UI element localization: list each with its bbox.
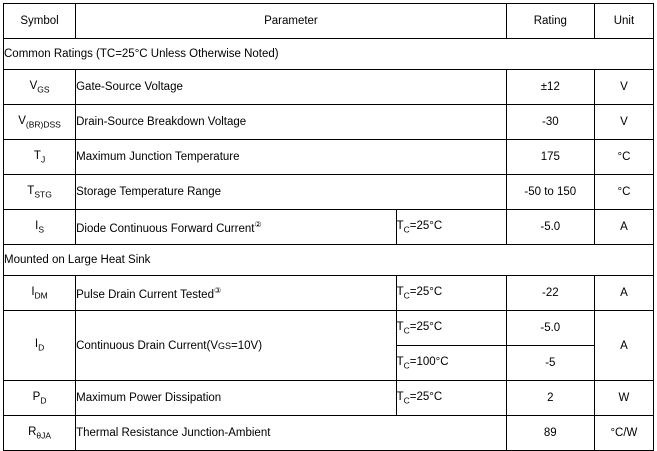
unit-cell: °C — [594, 140, 653, 175]
parameter-text: Pulse Drain Current Tested — [76, 288, 214, 301]
section-row-mounted-heat-sink — [4, 245, 654, 276]
parameter-cell: Drain-Source Breakdown Voltage — [76, 105, 507, 140]
symbol-sub: (BR)DSS — [25, 119, 61, 130]
header-symbol: Symbol — [4, 4, 76, 39]
unit-cell: W — [594, 381, 653, 416]
table-row — [4, 381, 654, 416]
parameter-text: Continuous Drain Current(V — [76, 339, 219, 352]
header-parameter: Parameter — [76, 4, 507, 39]
symbol-sub: J — [40, 154, 46, 165]
condition-main: T — [396, 285, 404, 298]
rating-cell: -30 — [506, 105, 594, 140]
condition-main: T — [396, 390, 404, 403]
section-label-common-ratings: Common Ratings (TC=25°C Unless Otherwise Noted) — [4, 39, 654, 70]
condition-tail: =25°C — [409, 390, 443, 403]
condition-cell — [396, 311, 506, 346]
symbol-sub: S — [38, 224, 44, 235]
parameter-text: Diode Continuous Forward Current — [76, 222, 255, 235]
symbol-sub: STG — [34, 189, 52, 200]
condition-cell — [396, 381, 506, 416]
symbol-main: I — [31, 285, 35, 298]
table-row — [4, 105, 654, 140]
condition-cell — [396, 210, 506, 245]
symbol-main: V — [29, 79, 38, 92]
condition-sub: C — [403, 395, 410, 406]
symbol-cell — [4, 311, 76, 381]
symbol-cell — [4, 140, 76, 175]
symbol-cell — [4, 416, 76, 451]
rating-cell: ±12 — [506, 70, 594, 105]
rating-cell: -5 — [506, 346, 594, 381]
rating-cell: 175 — [506, 140, 594, 175]
condition-main: T — [396, 320, 404, 333]
symbol-main: P — [32, 390, 41, 403]
table-row — [4, 175, 654, 210]
parameter-sub: GS — [218, 340, 232, 351]
parameter-tail: =10V) — [231, 339, 263, 352]
unit-cell: A — [594, 311, 653, 381]
symbol-cell — [4, 105, 76, 140]
rating-cell: -22 — [506, 276, 594, 311]
header-rating: Rating — [506, 4, 594, 39]
parameter-cell: Maximum Power Dissipation — [76, 381, 396, 416]
spec-table-page — [0, 3, 657, 447]
symbol-sub: D — [40, 395, 47, 406]
table-row — [4, 70, 654, 105]
unit-cell: °C — [594, 175, 653, 210]
symbol-sub: θJA — [36, 430, 52, 441]
parameter-cell — [76, 311, 396, 381]
condition-cell — [396, 346, 506, 381]
condition-tail: =25°C — [409, 285, 443, 298]
symbol-cell — [4, 276, 76, 311]
condition-tail: =25°C — [409, 219, 443, 232]
symbol-cell — [4, 70, 76, 105]
table-header-row — [4, 4, 654, 39]
section-label-mounted-heat-sink: Mounted on Large Heat Sink — [4, 245, 654, 276]
condition-cell — [396, 276, 506, 311]
unit-cell: A — [594, 210, 653, 245]
parameter-cell: Thermal Resistance Junction-Ambient — [76, 416, 507, 451]
symbol-main: R — [28, 425, 37, 438]
footnote-marker: ③ — [213, 285, 222, 295]
parameter-cell: Gate-Source Voltage — [76, 70, 507, 105]
symbol-main: I — [35, 219, 39, 232]
table-row — [4, 140, 654, 175]
table-row — [4, 276, 654, 311]
header-unit: Unit — [594, 4, 653, 39]
unit-cell: V — [594, 105, 653, 140]
condition-main: T — [396, 219, 404, 232]
symbol-main: T — [33, 149, 41, 162]
symbol-main: I — [34, 338, 39, 351]
unit-cell: °C/W — [594, 416, 653, 451]
condition-main: T — [396, 355, 404, 368]
parameter-cell — [76, 210, 396, 245]
rating-cell: -5.0 — [506, 210, 594, 245]
footnote-marker: ② — [254, 219, 262, 229]
parameter-cell — [76, 276, 396, 311]
absolute-maximum-ratings-table — [3, 3, 654, 451]
condition-sub: C — [403, 360, 410, 371]
section-row-common-ratings — [4, 39, 654, 70]
symbol-sub: DM — [34, 290, 48, 301]
parameter-cell: Maximum Junction Temperature — [76, 140, 507, 175]
symbol-main: V — [18, 114, 26, 127]
condition-sub: C — [403, 224, 410, 235]
condition-tail: =100°C — [409, 355, 449, 368]
rating-cell: 2 — [506, 381, 594, 416]
rating-cell: -50 to 150 — [506, 175, 594, 210]
symbol-main: T — [27, 184, 35, 197]
table-row — [4, 416, 654, 451]
parameter-cell: Storage Temperature Range — [76, 175, 507, 210]
unit-cell: A — [594, 276, 653, 311]
table-row — [4, 311, 654, 346]
unit-cell: V — [594, 70, 653, 105]
rating-cell: 89 — [506, 416, 594, 451]
rating-cell: -5.0 — [506, 311, 594, 346]
symbol-cell — [4, 175, 76, 210]
symbol-cell — [4, 381, 76, 416]
condition-sub: C — [403, 325, 410, 336]
table-row — [4, 210, 654, 245]
symbol-cell — [4, 210, 76, 245]
symbol-sub: D — [38, 342, 45, 353]
symbol-sub: GS — [37, 84, 50, 95]
condition-tail: =25°C — [409, 320, 443, 333]
condition-sub: C — [403, 290, 410, 301]
